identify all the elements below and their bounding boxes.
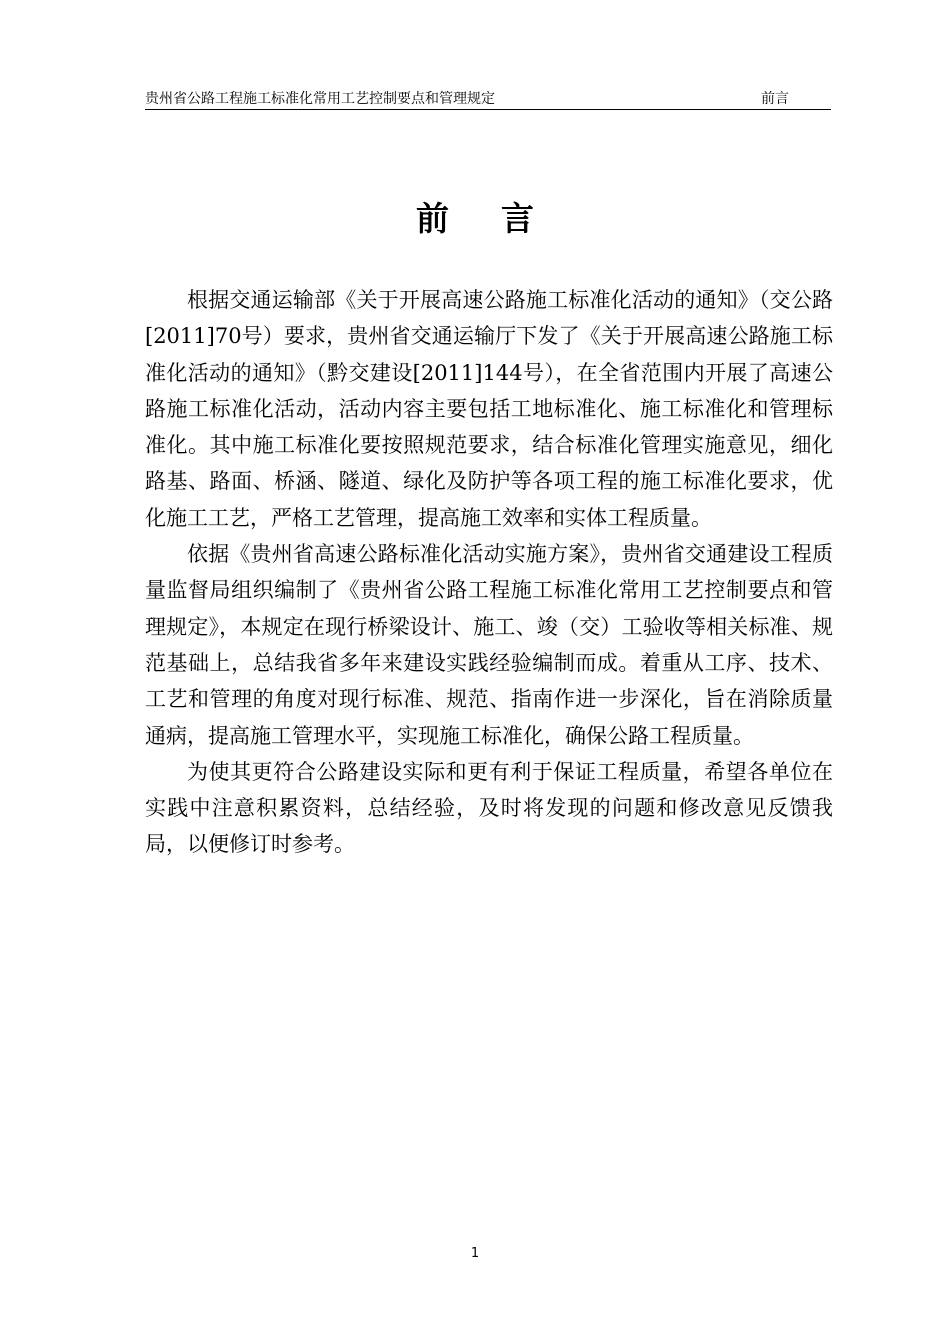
body-text bbox=[145, 282, 833, 863]
header-document-title: 贵州省公路工程施工标准化常用工艺控制要点和管理规定 bbox=[145, 91, 495, 107]
page-title: 前言 bbox=[416, 199, 586, 238]
paragraph-1: 根据交通运输部《关于开展高速公路施工标准化活动的通知》（交公路[2011]70号）要求，贵州省交通运输厅下发了《关于开展高速公路施工标准化活动的通知》（黔交建设[2011]144号），在全省范围内开展了高速公路施工标准化活动，活动内容主要包括工地标准化、施工标准化和管理标准化。其中施工标准化要按照规范要求，结合标准化管理实施意见，细化路基、路面、桥涵、隧道、绿化及防护等各项工程的施工标准化要求，优化施工工艺，严格工艺管理，提高施工效率和实体工程质量。 bbox=[145, 288, 833, 530]
page-number: 1 bbox=[470, 1246, 480, 1261]
paragraph-3: 为使其更符合公路建设实际和更有利于保证工程质量，希望各单位在实践中注意积累资料，总结经验，及时将发现的问题和修改意见反馈我局，以便修订时参考。 bbox=[145, 759, 833, 857]
page-header bbox=[145, 90, 831, 110]
paragraph-2: 依据《贵州省高速公路标准化活动实施方案》，贵州省交通建设工程质量监督局组织编制了《贵州省公路工程施工标准化常用工艺控制要点和管理规定》，本规定在现行桥梁设计、施工、竣（交）工验收等相关标准、规范基础上，总结我省多年来建设实践经验编制而成。着重从工序、技术、工艺和管理的角度对现行标准、规范、指南作进一步深化，旨在消除质量通病，提高施工管理水平，实现施工标准化，确保公路工程质量。 bbox=[145, 542, 833, 748]
header-section-name: 前言 bbox=[761, 91, 789, 107]
